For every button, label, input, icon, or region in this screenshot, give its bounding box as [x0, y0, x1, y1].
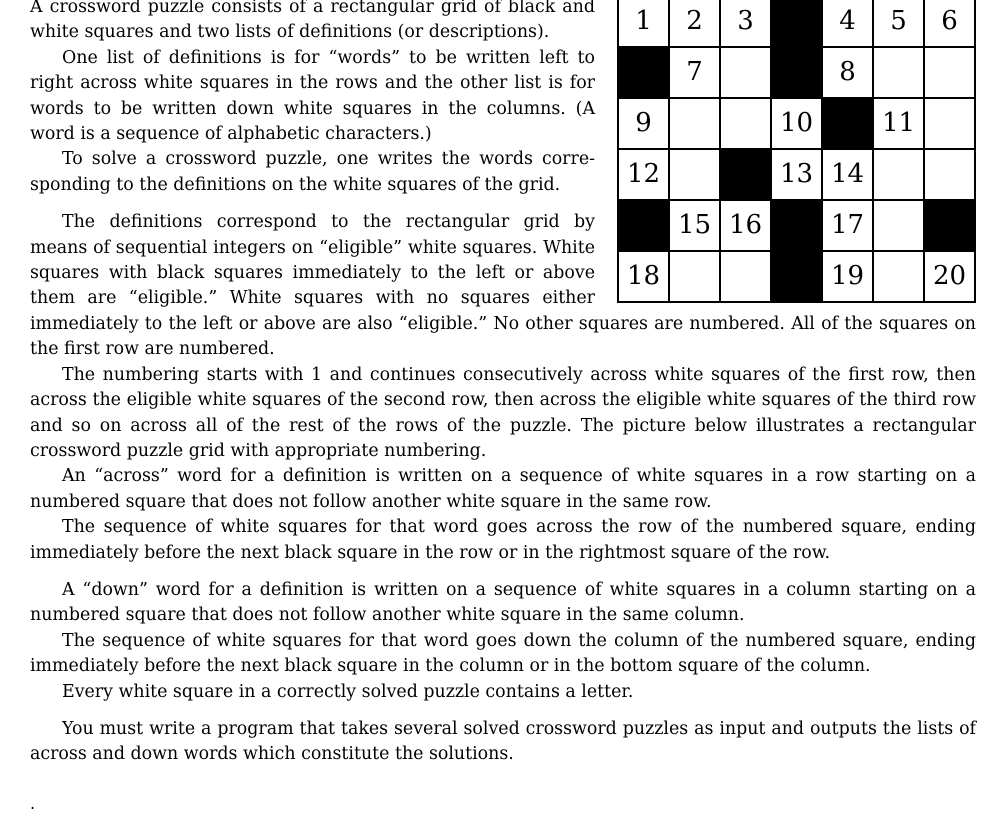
grid-cell-black	[772, 250, 823, 301]
grid-cell-white	[874, 250, 925, 301]
paragraph: To solve a crossword puzzle, one writes the words corresponding to the definitions on the white squares of the grid.	[30, 149, 595, 195]
paragraph: You must write a program that takes several solved crossword puzzles as input and outputs the lists of across and down words which constitute the solutions.	[30, 718, 976, 765]
grid-cell-white	[721, 97, 772, 148]
grid-cell-white	[874, 46, 925, 97]
crossword-grid	[617, 0, 976, 303]
grid-cell-white	[925, 148, 976, 199]
paragraph: The sequence of white squares for that word goes across the row of the numbered square, ending immediately before the next black square in the row or in the rightmost square of the row.	[30, 517, 976, 563]
grid-cell-numbered: 20	[925, 250, 976, 301]
document-body	[30, 0, 976, 768]
grid-cell-numbered: 10	[772, 97, 823, 148]
grid-cell-white	[670, 148, 721, 199]
grid-cell-white	[874, 148, 925, 199]
grid-cell-numbered: 18	[619, 250, 670, 301]
paragraph: The definitions correspond to the rectangular grid by means of sequential integers on “eligible” white squares. White squares with black squares immediately to the left or above them are “eligible.” White squares with no squares either immediately to the left or above are also “eligible.” No other squares are numbered. All of the squares on the first row are numbered.	[30, 212, 976, 360]
grid-cell-numbered: 14	[823, 148, 874, 199]
grid-cell-numbered: 2	[670, 0, 721, 46]
grid-cell-black	[772, 0, 823, 46]
grid-cell-numbered: 11	[874, 97, 925, 148]
grid-cell-numbered: 7	[670, 46, 721, 97]
grid-cell-black	[772, 199, 823, 250]
paragraph: One list of definitions is for “words” to be written left to right across white squares in the rows and the other list is for words to be written down white squares in the columns. (A word is a sequence of alphabetic characters.)	[30, 47, 595, 145]
grid-cell-numbered: 9	[619, 97, 670, 148]
grid-cell-numbered: 6	[925, 0, 976, 46]
grid-cell-white	[925, 97, 976, 148]
grid-cell-numbered: 5	[874, 0, 925, 46]
grid-cell-numbered: 8	[823, 46, 874, 97]
grid-cell-numbered: 1	[619, 0, 670, 46]
paragraph: The sequence of white squares for that word goes down the column of the numbered square, ending immediately before the next black square in the column or in the bottom square of the column.	[30, 630, 976, 677]
grid-cell-white	[670, 250, 721, 301]
page-mark: .	[30, 794, 36, 813]
grid-cell-white	[670, 97, 721, 148]
grid-cell-white	[925, 46, 976, 97]
paragraph: The numbering starts with 1 and continues consecutively across white squares of the first row, then across the eligible white squares of the second row, then across the eligible white squares of the third row and so on across all of the rest of the rows of the puzzle. The picture below illustrates a rectangular crossword puzzle grid with appropriate numbering.	[30, 364, 976, 461]
grid-cell-black	[619, 199, 670, 250]
grid-cell-black	[772, 46, 823, 97]
grid-cell-numbered: 17	[823, 199, 874, 250]
grid-cell-black	[721, 148, 772, 199]
grid-cell-white	[874, 199, 925, 250]
paragraph: An “across” word for a definition is written on a sequence of white squares in a row starting on a numbered square that does not follow another white square in the same row.	[30, 466, 976, 512]
paragraph: A crossword puzzle consists of a rectangular grid of black and white squares and two lists of definitions (or descriptions).	[30, 0, 595, 43]
grid-cell-white	[721, 46, 772, 97]
grid-cell-white	[721, 250, 772, 301]
grid-cell-numbered: 16	[721, 199, 772, 250]
grid-cell-black	[925, 199, 976, 250]
grid-cell-numbered: 15	[670, 199, 721, 250]
paragraph: Every white square in a correctly solved puzzle contains a letter.	[62, 681, 634, 702]
grid-cell-black	[823, 97, 874, 148]
grid-cell-numbered: 3	[721, 0, 772, 46]
paragraph: A “down” word for a definition is written on a sequence of white squares in a column starting on a numbered square that does not follow another white square in the same column.	[30, 579, 976, 626]
grid-cell-numbered: 19	[823, 250, 874, 301]
grid-cell-numbered: 13	[772, 148, 823, 199]
grid-cell-numbered: 12	[619, 148, 670, 199]
grid-cell-black	[619, 46, 670, 97]
grid-cell-numbered: 4	[823, 0, 874, 46]
